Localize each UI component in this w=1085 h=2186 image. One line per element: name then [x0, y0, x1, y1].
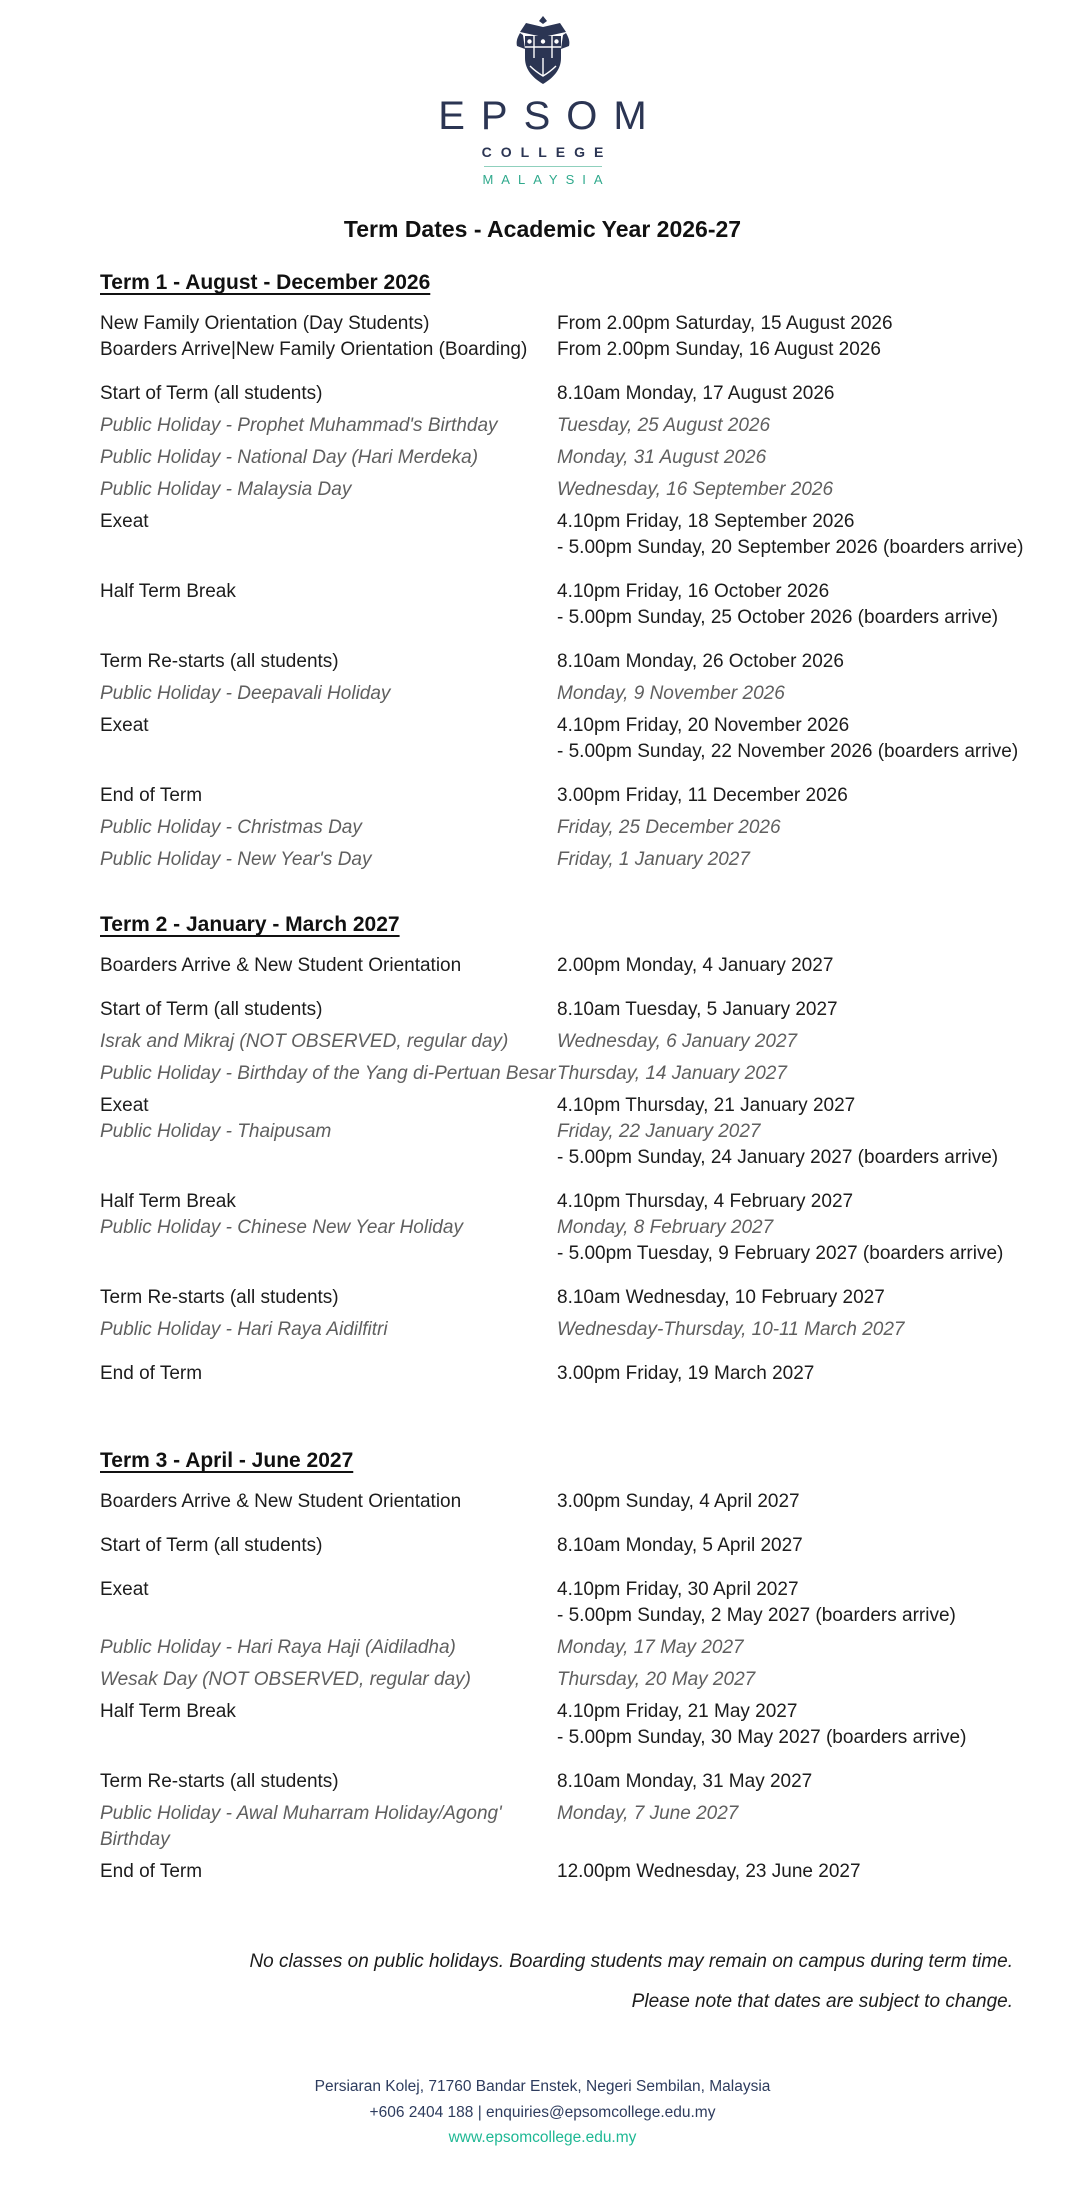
event-date: 8.10am Monday, 17 August 2026 — [557, 383, 835, 404]
footer-website-link[interactable]: www.epsomcollege.edu.my — [448, 2129, 637, 2146]
schedule-row — [100, 1241, 1045, 1267]
event-date: Wednesday-Thursday, 10-11 March 2027 — [557, 1319, 905, 1340]
event-label: End of Term — [100, 785, 203, 806]
term-heading: Term 2 - January - March 2027 — [100, 913, 400, 936]
event-label: Term Re-starts (all students) — [100, 651, 339, 672]
event-date: 2.00pm Monday, 4 January 2027 — [557, 955, 834, 976]
schedule-row — [100, 681, 1045, 707]
schedule-group — [100, 1489, 1045, 1515]
schedule-group — [100, 815, 1045, 841]
event-label: Half Term Break — [100, 1701, 236, 1722]
event-label: Term Re-starts (all students) — [100, 1771, 339, 1792]
term-section — [100, 271, 1045, 873]
schedule-row — [100, 1859, 1045, 1885]
schedule-row — [100, 413, 1045, 439]
event-label: Boarders Arrive|New Family Orientation (Boarding) — [100, 339, 528, 360]
event-label: Public Holiday - Thaipusam — [100, 1121, 332, 1142]
event-date: 4.10pm Thursday, 21 January 2027 — [557, 1095, 856, 1116]
event-label: Public Holiday - Malaysia Day — [100, 479, 352, 500]
schedule-group — [100, 1635, 1045, 1661]
schedule-row — [100, 815, 1045, 841]
event-label: Exeat — [100, 511, 149, 532]
schedule-group — [100, 1285, 1045, 1311]
schedule-row — [100, 1699, 1045, 1725]
event-label: Israk and Mikraj (NOT OBSERVED, regular day) — [100, 1031, 509, 1052]
schedule-row — [100, 1577, 1045, 1603]
event-label: Exeat — [100, 715, 149, 736]
footer-contact: +606 2404 188 | enquiries@epsomcollege.edu.my — [369, 2103, 716, 2121]
schedule-group — [100, 579, 1045, 631]
event-date: 3.00pm Friday, 11 December 2026 — [557, 785, 848, 806]
event-date: 3.00pm Friday, 19 March 2027 — [557, 1363, 815, 1384]
event-date: - 5.00pm Sunday, 30 May 2027 (boarders arrive) — [557, 1727, 967, 1748]
event-date: 8.10am Monday, 5 April 2027 — [557, 1535, 803, 1556]
event-label: Half Term Break — [100, 581, 236, 602]
schedule-group — [100, 445, 1045, 471]
schedule-row — [100, 1725, 1045, 1751]
event-label: Public Holiday - New Year's Day — [100, 849, 372, 870]
event-date: Monday, 31 August 2026 — [557, 447, 767, 468]
schedule-group — [100, 1029, 1045, 1055]
event-date: Thursday, 14 January 2027 — [557, 1063, 787, 1084]
event-label: Public Holiday - Christmas Day — [100, 817, 362, 838]
schedule-row — [100, 1635, 1045, 1661]
event-date: 3.00pm Sunday, 4 April 2027 — [557, 1491, 800, 1512]
event-date: Monday, 8 February 2027 — [557, 1217, 774, 1238]
schedule-group — [100, 953, 1045, 979]
schedule-row — [100, 1285, 1045, 1311]
event-date: 4.10pm Thursday, 4 February 2027 — [557, 1191, 854, 1212]
schedule-row — [100, 1189, 1045, 1215]
term-heading: Term 1 - August - December 2026 — [100, 271, 431, 294]
schedule-row — [100, 1361, 1045, 1387]
logo-block — [0, 16, 1085, 186]
note-public-holidays: No classes on public holidays. Boarding students may remain on campus during term time. — [249, 1951, 1013, 1972]
event-date: - 5.00pm Sunday, 24 January 2027 (boarders arrive) — [557, 1147, 999, 1168]
event-date: - 5.00pm Sunday, 20 September 2026 (boarders arrive) — [557, 537, 1024, 558]
event-label: Public Holiday - Hari Raya Haji (Aidiladha) — [100, 1637, 456, 1658]
schedule-row — [100, 1061, 1045, 1087]
schedule-group — [100, 1317, 1045, 1343]
schedule-group — [100, 1189, 1045, 1267]
event-label: Start of Term (all students) — [100, 999, 323, 1020]
logo-wordmark: EPSOM — [438, 94, 663, 138]
event-label: Wesak Day (NOT OBSERVED, regular day) — [100, 1669, 471, 1690]
schedule-row — [100, 337, 1045, 363]
event-date: 12.00pm Wednesday, 23 June 2027 — [557, 1861, 861, 1882]
schedule-row — [100, 509, 1045, 535]
event-label: Exeat — [100, 1095, 149, 1116]
schedule-row — [100, 381, 1045, 407]
schedule-row — [100, 1667, 1045, 1693]
event-date: 4.10pm Friday, 18 September 2026 — [557, 511, 855, 532]
event-date: Monday, 17 May 2027 — [557, 1637, 744, 1658]
event-label: Exeat — [100, 1579, 149, 1600]
schedule-group — [100, 1577, 1045, 1629]
schedule-row — [100, 953, 1045, 979]
terms-list — [0, 271, 1085, 1885]
logo-malaysia-label: MALAYSIA — [482, 172, 611, 187]
notes-section — [0, 1951, 1085, 2013]
schedule-row — [100, 1489, 1045, 1515]
schedule-group — [100, 783, 1045, 809]
schedule-row — [100, 997, 1045, 1023]
term-heading: Term 3 - April - June 2027 — [100, 1449, 354, 1472]
event-label: End of Term — [100, 1363, 203, 1384]
event-date: 4.10pm Friday, 21 May 2027 — [557, 1701, 798, 1722]
schedule-group — [100, 649, 1045, 675]
event-label: Public Holiday - Birthday of the Yang di-Pertuan Besar — [100, 1063, 556, 1084]
schedule-group — [100, 1061, 1045, 1087]
schedule-row — [100, 1603, 1045, 1629]
schedule-row — [100, 1317, 1045, 1343]
schedule-group — [100, 1361, 1045, 1387]
event-date: 4.10pm Friday, 30 April 2027 — [557, 1579, 799, 1600]
event-date: Monday, 7 June 2027 — [557, 1803, 739, 1824]
event-date: - 5.00pm Sunday, 2 May 2027 (boarders arrive) — [557, 1605, 956, 1626]
schedule-row — [100, 477, 1045, 503]
schedule-group — [100, 311, 1045, 363]
event-date: Monday, 9 November 2026 — [557, 683, 785, 704]
event-label: Public Holiday - Deepavali Holiday — [100, 683, 391, 704]
schedule-row — [100, 847, 1045, 873]
event-date: 8.10am Tuesday, 5 January 2027 — [557, 999, 838, 1020]
schedule-group — [100, 681, 1045, 707]
schedule-row — [100, 579, 1045, 605]
event-label: Boarders Arrive & New Student Orientation — [100, 955, 462, 976]
schedule-row — [100, 1533, 1045, 1559]
schedule-row — [100, 311, 1045, 337]
event-date: 8.10am Wednesday, 10 February 2027 — [557, 1287, 885, 1308]
term-section — [100, 1449, 1045, 1885]
schedule-row — [100, 445, 1045, 471]
schedule-row — [100, 1093, 1045, 1119]
event-date: 8.10am Monday, 26 October 2026 — [557, 651, 844, 672]
schedule-row — [100, 1215, 1045, 1241]
event-label: Public Holiday - Hari Raya Aidilfitri — [100, 1319, 388, 1340]
event-date: - 5.00pm Tuesday, 9 February 2027 (boarders arrive) — [557, 1243, 1004, 1264]
schedule-group — [100, 1533, 1045, 1559]
event-date: 4.10pm Friday, 20 November 2026 — [557, 715, 850, 736]
epsom-crest-icon — [512, 16, 574, 90]
schedule-group — [100, 847, 1045, 873]
event-date: Wednesday, 16 September 2026 — [557, 479, 834, 500]
schedule-row — [100, 1769, 1045, 1795]
event-label: Public Holiday - National Day (Hari Merdeka) — [100, 447, 479, 468]
event-label: Public Holiday - Awal Muharram Holiday/Agong' Birthday — [100, 1803, 502, 1850]
event-date: Tuesday, 25 August 2026 — [557, 415, 771, 436]
event-date: - 5.00pm Sunday, 25 October 2026 (boarders arrive) — [557, 607, 999, 628]
event-label: Public Holiday - Chinese New Year Holiday — [100, 1217, 463, 1238]
schedule-row — [100, 1119, 1045, 1145]
event-date: From 2.00pm Sunday, 16 August 2026 — [557, 339, 881, 360]
schedule-row — [100, 739, 1045, 765]
schedule-row — [100, 713, 1045, 739]
page-title: Term Dates - Academic Year 2026-27 — [343, 216, 742, 242]
event-date: Thursday, 20 May 2027 — [557, 1669, 756, 1690]
event-date: Wednesday, 6 January 2027 — [557, 1031, 798, 1052]
event-date: From 2.00pm Saturday, 15 August 2026 — [557, 313, 893, 334]
schedule-group — [100, 1801, 1045, 1853]
schedule-group — [100, 1859, 1045, 1885]
event-date: Friday, 22 January 2027 — [557, 1121, 761, 1142]
event-label: Start of Term (all students) — [100, 383, 323, 404]
logo-college-label: COLLEGE — [481, 144, 613, 160]
schedule-row — [100, 605, 1045, 631]
schedule-group — [100, 477, 1045, 503]
event-date: Friday, 25 December 2026 — [557, 817, 781, 838]
event-label: End of Term — [100, 1861, 203, 1882]
schedule-group — [100, 1093, 1045, 1171]
schedule-row — [100, 535, 1045, 561]
event-label: Boarders Arrive & New Student Orientation — [100, 1491, 462, 1512]
schedule-row — [100, 1801, 1045, 1853]
schedule-group — [100, 381, 1045, 407]
schedule-group — [100, 509, 1045, 561]
schedule-row — [100, 1145, 1045, 1171]
schedule-group — [100, 413, 1045, 439]
event-label: Half Term Break — [100, 1191, 236, 1212]
event-date: - 5.00pm Sunday, 22 November 2026 (boarders arrive) — [557, 741, 1019, 762]
term-section — [100, 913, 1045, 1387]
schedule-group — [100, 997, 1045, 1023]
event-date: Friday, 1 January 2027 — [557, 849, 750, 870]
event-label: New Family Orientation (Day Students) — [100, 313, 430, 334]
event-label: Public Holiday - Prophet Muhammad's Birthday — [100, 415, 498, 436]
event-label: Term Re-starts (all students) — [100, 1287, 339, 1308]
logo-divider — [484, 166, 602, 167]
event-date: 8.10am Monday, 31 May 2027 — [557, 1771, 813, 1792]
event-date: 4.10pm Friday, 16 October 2026 — [557, 581, 830, 602]
schedule-group — [100, 713, 1045, 765]
schedule-row — [100, 649, 1045, 675]
schedule-row — [100, 1029, 1045, 1055]
footer — [0, 2079, 1085, 2146]
schedule-group — [100, 1667, 1045, 1693]
schedule-group — [100, 1769, 1045, 1795]
event-label: Start of Term (all students) — [100, 1535, 323, 1556]
schedule-row — [100, 783, 1045, 809]
note-subject-to-change: Please note that dates are subject to change. — [631, 1991, 1013, 2012]
schedule-group — [100, 1699, 1045, 1751]
footer-address: Persiaran Kolej, 71760 Bandar Enstek, Negeri Sembilan, Malaysia — [314, 2078, 771, 2095]
